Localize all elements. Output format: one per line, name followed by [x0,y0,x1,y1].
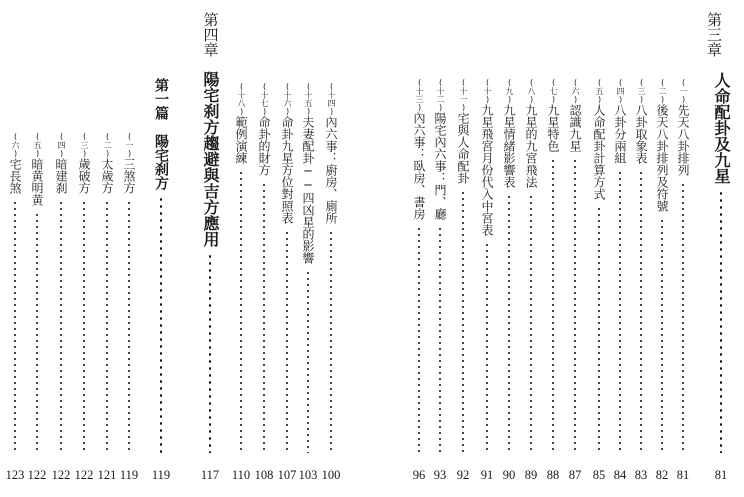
page-number: 84 [613,468,627,482]
chapter-label: 第三章 [705,12,723,57]
item-number: (十六) [283,82,292,116]
toc-item [673,0,693,497]
leader-dots [720,190,722,453]
item-number: (十四) [327,82,336,116]
page-number: 110 [231,468,251,482]
leader-dots [83,200,85,453]
item-title: 認識九星 [568,104,582,152]
toc-item [453,0,473,497]
leader-dots [574,158,576,453]
page-number: 82 [655,468,669,482]
page-number: 96 [412,468,426,482]
item-title: 內六事：廚房、廁所 [324,116,338,224]
item-number: (九) [505,78,514,104]
page-number: 90 [502,468,516,482]
item-title: 九星的九宮飛法 [524,104,538,188]
leader-dots [598,206,600,453]
page-number: 87 [568,468,582,482]
page-number: 107 [277,468,297,482]
page-number: 122 [27,468,47,482]
leader-dots [240,170,242,453]
item-title: 範例演練 [234,116,248,164]
toc-item [51,0,71,497]
item-number: (十一) [459,78,468,112]
leader-dots [60,200,62,453]
leader-dots [552,158,554,453]
item-title: 八卦分兩組 [613,104,627,164]
item-title: 命卦九星方位對照表 [280,116,294,224]
item-number: (二) [658,78,667,104]
item-number: (三) [80,132,89,158]
item-number: (四) [616,78,625,104]
item-number: (十) [483,78,492,104]
page-number: 81 [676,468,690,482]
item-number: (十三) [415,78,424,112]
toc-item [298,0,318,497]
toc-item [610,0,630,497]
page-number: 85 [592,468,606,482]
item-title: 太歲方 [100,158,114,194]
toc-item [430,0,450,497]
leader-dots [640,170,642,453]
page-number: 91 [480,468,494,482]
item-number: (四) [57,132,66,158]
leader-dots [619,170,621,453]
page-number: 89 [524,468,538,482]
page-number: 122 [74,468,94,482]
page-number: 117 [200,468,220,482]
toc-item [254,0,274,497]
item-number: (三) [637,78,646,104]
item-number: (二) [103,132,112,158]
toc-item [409,0,429,497]
toc-item [589,0,609,497]
toc-item [277,0,297,497]
page-number: 100 [321,468,341,482]
toc-item [521,0,541,497]
leader-dots [36,212,38,453]
item-number: (七) [549,78,558,104]
chapter-title: 第一篇 陽宅刹方 [153,78,169,190]
toc-item [543,0,563,497]
leader-dots [508,194,510,453]
item-title: 宅與人命配卦 [456,112,470,184]
chapter-title: 陽宅刹方趨避與吉方應用 [201,71,220,247]
item-title: 後天八卦排列及符號 [655,104,669,212]
toc-item [631,0,651,497]
toc-item [97,0,117,497]
page-number: 93 [433,468,447,482]
page-number: 119 [119,468,139,482]
toc-item [652,0,672,497]
toc-item [27,0,47,497]
leader-dots [439,226,441,453]
leader-dots [128,200,130,453]
item-number: (六) [571,78,580,104]
item-title: 九星特色 [546,104,560,152]
toc-item [565,0,585,497]
item-title: 歲破方 [77,158,91,194]
chapter-heading [151,0,171,497]
leader-dots [462,190,464,453]
toc-item [5,0,25,497]
toc-item [231,0,251,497]
item-title: 八卦取象表 [634,104,648,164]
leader-dots [307,270,309,453]
item-number: (八) [527,78,536,104]
leader-dots [209,253,211,453]
page-number: 122 [51,468,71,482]
item-title: 人命配卦計算方式 [592,104,606,200]
page-number: 92 [456,468,470,482]
item-number: (十八) [237,82,246,116]
page-number: 108 [254,468,274,482]
item-number: (一) [679,78,688,104]
page-number: 123 [5,468,25,482]
page-number: 103 [298,468,318,482]
item-number: (十二) [436,78,445,112]
item-title: 內六事：臥房、書房 [412,112,426,220]
toc-item [74,0,94,497]
chapter-heading [711,0,731,497]
leader-dots [486,242,488,453]
leader-dots [286,230,288,453]
chapter-heading [200,0,220,497]
item-title: 三煞方 [122,158,136,194]
item-title: 九星飛宮月份代入中宮表 [480,104,494,236]
item-number: (一) [125,132,134,158]
item-number: (五) [595,78,604,104]
leader-dots [330,230,332,453]
chapter-title: 人命配卦及九星 [712,72,731,184]
item-number: (十五) [304,82,313,116]
toc-item [477,0,497,497]
item-title: 先天八卦排列 [676,104,690,176]
leader-dots [263,182,265,453]
item-title: 暗建刹 [54,158,68,194]
item-title: 夫妻配卦──四凶星的影響 [301,116,315,264]
leader-dots [160,196,162,453]
page-number: 83 [634,468,648,482]
item-title: 陽宅內六事：門、廳 [433,112,447,220]
leader-dots [661,218,663,453]
page-number: 81 [714,468,728,482]
page-number: 88 [546,468,560,482]
chapter-label: 第四章 [201,12,220,57]
item-title: 九星情緒影響表 [502,104,516,188]
toc-item [499,0,519,497]
leader-dots [418,226,420,453]
item-title: 暗黄明黄 [30,158,44,206]
item-number: (五) [33,132,42,158]
item-title: 宅長煞 [8,158,22,194]
toc-item [119,0,139,497]
leader-dots [106,200,108,453]
item-title: 命卦的財方 [257,116,271,176]
leader-dots [682,182,684,453]
leader-dots [14,200,16,453]
toc-item [321,0,341,497]
page-number: 119 [151,468,171,482]
item-number: (十七) [260,82,269,116]
item-number: (六) [11,132,20,158]
leader-dots [530,194,532,453]
page-number: 121 [97,468,117,482]
